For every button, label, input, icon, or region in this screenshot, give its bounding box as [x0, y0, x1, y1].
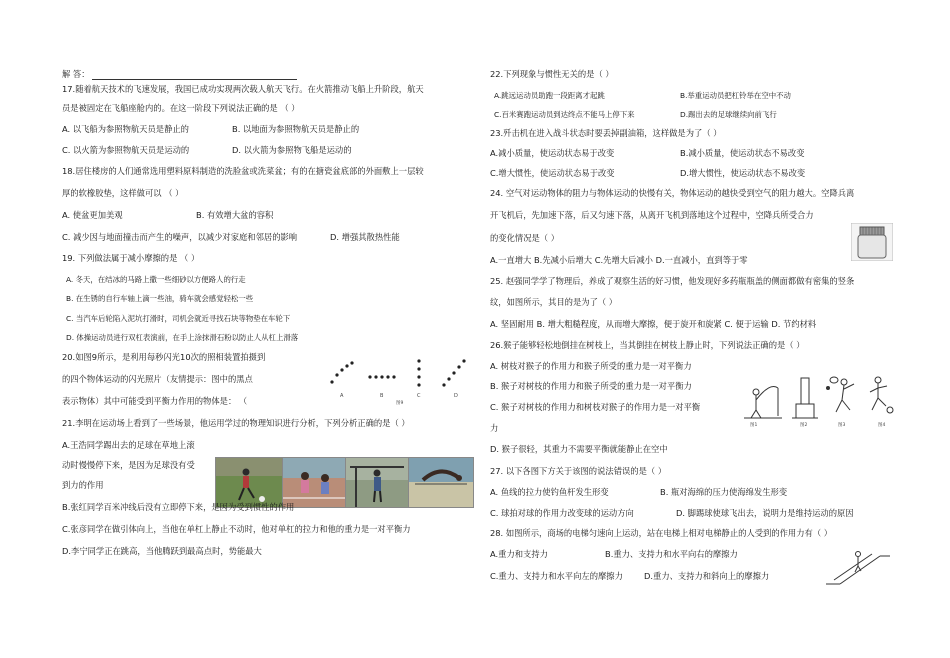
q22-option-a: A.跳远运动员助跑一段距离才起跳: [494, 91, 605, 100]
q27-option-b: B. 瓶对海绵的压力使海绵发生形变: [660, 487, 788, 497]
q21-option-b: B.张红同学百米冲线后没有立即停下来，是因为受到惯性的作用: [62, 502, 295, 512]
photo-pullup: [345, 457, 409, 508]
q18-option-a: A. 使盆更加美观: [62, 210, 123, 220]
q23-option-a: A.减小质量，使运动状态易于改变: [490, 148, 615, 158]
photo-sprint: [282, 457, 346, 508]
q21-option-c: C.张彦同学在做引体向上，当他在单杠上静止不动时，他对单杠的拉力和他的重力是一对平衡力: [62, 524, 411, 534]
q23-option-c: C.增大惯性，使运动状态易于改变: [490, 168, 615, 178]
q19-option-b: B. 在生锈的自行车轴上滴一些油，骑车就会感觉轻松一些: [66, 294, 254, 303]
q28-option-a: A.重力和支持力: [490, 549, 548, 559]
q22-stem: 22.下列现象与惯性无关的是（ ）: [490, 69, 614, 79]
q18-option-c: C. 减少因与地面撞击而产生的噪声，以减少对家庭和邻居的影响: [62, 232, 298, 242]
q18-option-d: D. 增强其散热性能: [330, 232, 400, 242]
q17-stem-1: 17.随着航天技术的飞速发展，我国已成功实现两次载人航天飞行。在火箭推动飞船上升阶段，航天: [62, 84, 424, 94]
q27-figures: [740, 372, 896, 428]
answer-label: 解 答：: [62, 69, 90, 79]
q17-option-a: A. 以飞船为参照物航天员是静止的: [62, 124, 189, 134]
fig-label-a: A: [340, 393, 344, 399]
escalator-figure: [822, 546, 892, 588]
q24-options: A.一直增大 B.先减小后增大 C.先增大后减小 D.一直减小，直到等于零: [490, 255, 748, 265]
q18-option-b: B. 有效增大盆的容积: [196, 210, 274, 220]
q17-option-b: B. 以地面为参照物航天员是静止的: [232, 124, 360, 134]
dots-c: [417, 359, 420, 386]
q26-option-c-2: 力: [490, 423, 499, 433]
q25-stem-1: 25. 赵强同学学了物理后，养成了观察生活的好习惯，他发现好多药瓶瓶盖的侧面都做有密集的竖条: [490, 276, 855, 286]
q18-stem-2: 厚的软橡胶垫，这样做可以 （ ）: [62, 188, 184, 198]
q23-option-d: D.增大惯性，使运动状态不易改变: [680, 168, 806, 178]
q17-option-d: D. 以火箭为参照物飞船是运动的: [232, 145, 352, 155]
q28-stem: 28. 如图所示，商场的电梯匀速向上运动，站在电梯上相对电梯静止的人受到的作用力有（ ）: [490, 528, 833, 538]
q25-options: A. 坚固耐用 B. 增大粗糙程度，从而增大摩擦，便于旋开和旋紧 C. 便于运输 D. 节约材料: [490, 319, 817, 329]
fig-label-c: C: [417, 393, 421, 399]
medicine-bottle-figure: [851, 223, 893, 261]
photo-football: [215, 457, 283, 508]
answer-blank[interactable]: [92, 70, 297, 80]
q24-stem-3: 的变化情况是（ ）: [490, 233, 560, 243]
fig-label-2: 图2: [800, 423, 808, 428]
q17-stem-2: 员是被固定在飞船座舱内的。在这一阶段下列说法正确的是 （ ）: [62, 103, 300, 113]
q20-stem-2: 的四个物体运动的闪光照片（友情提示：图中的黑点: [62, 374, 253, 384]
q20-stem-1: 20.如图9所示，是利用每秒闪光10次的照相装置拍摄到: [62, 352, 266, 362]
q17-option-c: C. 以火箭为参照物航天员是运动的: [62, 145, 190, 155]
q26-option-c-1: C. 猴子对树枝的作用力和树枝对猴子的作用力是一对平衡: [490, 402, 701, 412]
fig-label-b: B: [380, 393, 384, 399]
q22-option-c: C.百米赛跑运动员到达终点不能马上停下来: [494, 110, 635, 119]
bottle-cap-ridges: [863, 227, 881, 235]
q27-option-d: D. 脚踢球使球飞出去，说明力是维持运动的原因: [676, 508, 854, 518]
q19-stem: 19. 下列做法属于减小摩擦的是 （ ）: [62, 253, 200, 263]
q21-option-a-2: 动时慢慢停下来，是因为足球没有受: [62, 460, 195, 470]
q25-stem-2: 纹，如图所示，其目的是为了（ ）: [490, 297, 618, 307]
q20-flash-figure: [322, 355, 482, 407]
q28-option-d: D.重力、支持力和斜向上的摩擦力: [644, 571, 770, 581]
q26-option-d: D. 猴子很轻，其重力不需要平衡就能静止在空中: [490, 444, 668, 454]
q20-stem-3: 表示物体）其中可能受到平衡力作用的物体是： （: [62, 396, 248, 406]
q21-option-a-3: 到力的作用: [62, 480, 104, 490]
q21-option-a-1: A.王浩同学踢出去的足球在草地上滚: [62, 440, 195, 450]
bottle-sponge-figure: [792, 378, 818, 418]
q19-option-c: C. 当汽车后轮陷入泥坑打滑时，司机会就近寻找石块等物垫在车轮下: [66, 314, 291, 323]
q18-stem-1: 18.居住楼房的人们通常选用塑料原料制造的洗脸盆或洗菜盆；有的在搪瓷盆底部的外面敷上一层较: [62, 166, 424, 176]
q27-option-a: A. 鱼线的拉力使钓鱼杆发生形变: [490, 487, 609, 497]
dots-d: [442, 359, 465, 386]
q22-option-b: B.举重运动员把杠铃举在空中不动: [680, 91, 791, 100]
q24-stem-2: 开飞机后，先加速下落，后又匀速下落，从离开飞机到落地这个过程中，空降兵所受合力: [490, 210, 814, 220]
q27-stem: 27. 以下各图下方关于该图的说法错误的是（ ）: [490, 466, 667, 476]
q28-option-c: C.重力、支持力和水平向左的摩擦力: [490, 571, 623, 581]
q28-option-b: B.重力、支持力和水平向右的摩擦力: [605, 549, 738, 559]
dots-b: [368, 375, 395, 378]
fig-label-4: 图4: [878, 423, 886, 428]
fig-caption: 图9: [396, 401, 404, 406]
fig-label-d: D: [454, 393, 458, 399]
q21-stem: 21.李明在运动场上看到了一些场景，他运用学过的物理知识进行分析，下列分析正确的是（ ）: [62, 418, 410, 428]
q23-stem: 23.歼击机在进入战斗状态时要丢掉副油箱，这样做是为了（ ）: [490, 128, 722, 138]
q19-option-a: A. 冬天，在结冰的马路上撒一些细砂以方便路人的行走: [66, 275, 246, 284]
q23-option-b: B.减小质量，使运动状态不易改变: [680, 148, 805, 158]
q27-option-c: C. 球拍对球的作用力改变球的运动方向: [490, 508, 634, 518]
q21-option-d: D.李宁同学正在跳高，当他腾跃到最高点时，势能最大: [62, 546, 262, 556]
photo-highjump: [408, 457, 474, 508]
dots-a: [330, 361, 353, 383]
tennis-figure: [827, 377, 855, 412]
q19-option-d: D. 体操运动员进行双杠表演前，在手上涂抹滑石粉以防止人从杠上滑落: [66, 333, 299, 342]
q22-option-d: D.踢出去的足球继续向前飞行: [680, 110, 777, 119]
fishing-figure: [744, 387, 782, 419]
q26-option-a: A. 树枝对猴子的作用力和猴子所受的重力是一对平衡力: [490, 361, 692, 371]
fig-label-1: 图1: [750, 423, 758, 428]
q26-stem: 26.猴子能够轻松地倒挂在树枝上，当其倒挂在树枝上静止时，下列说法正确的是（ ）: [490, 340, 805, 350]
q26-option-b: B. 猴子对树枝的作用力和猴子所受的重力是一对平衡力: [490, 381, 692, 391]
q24-stem-1: 24. 空气对运动物体的阻力与物体运动的快慢有关，物体运动的越快受到空气的阻力越大。空降兵离: [490, 188, 855, 198]
answer-line: [62, 69, 297, 80]
fig-label-3: 图3: [838, 423, 846, 428]
kick-figure: [870, 377, 893, 413]
